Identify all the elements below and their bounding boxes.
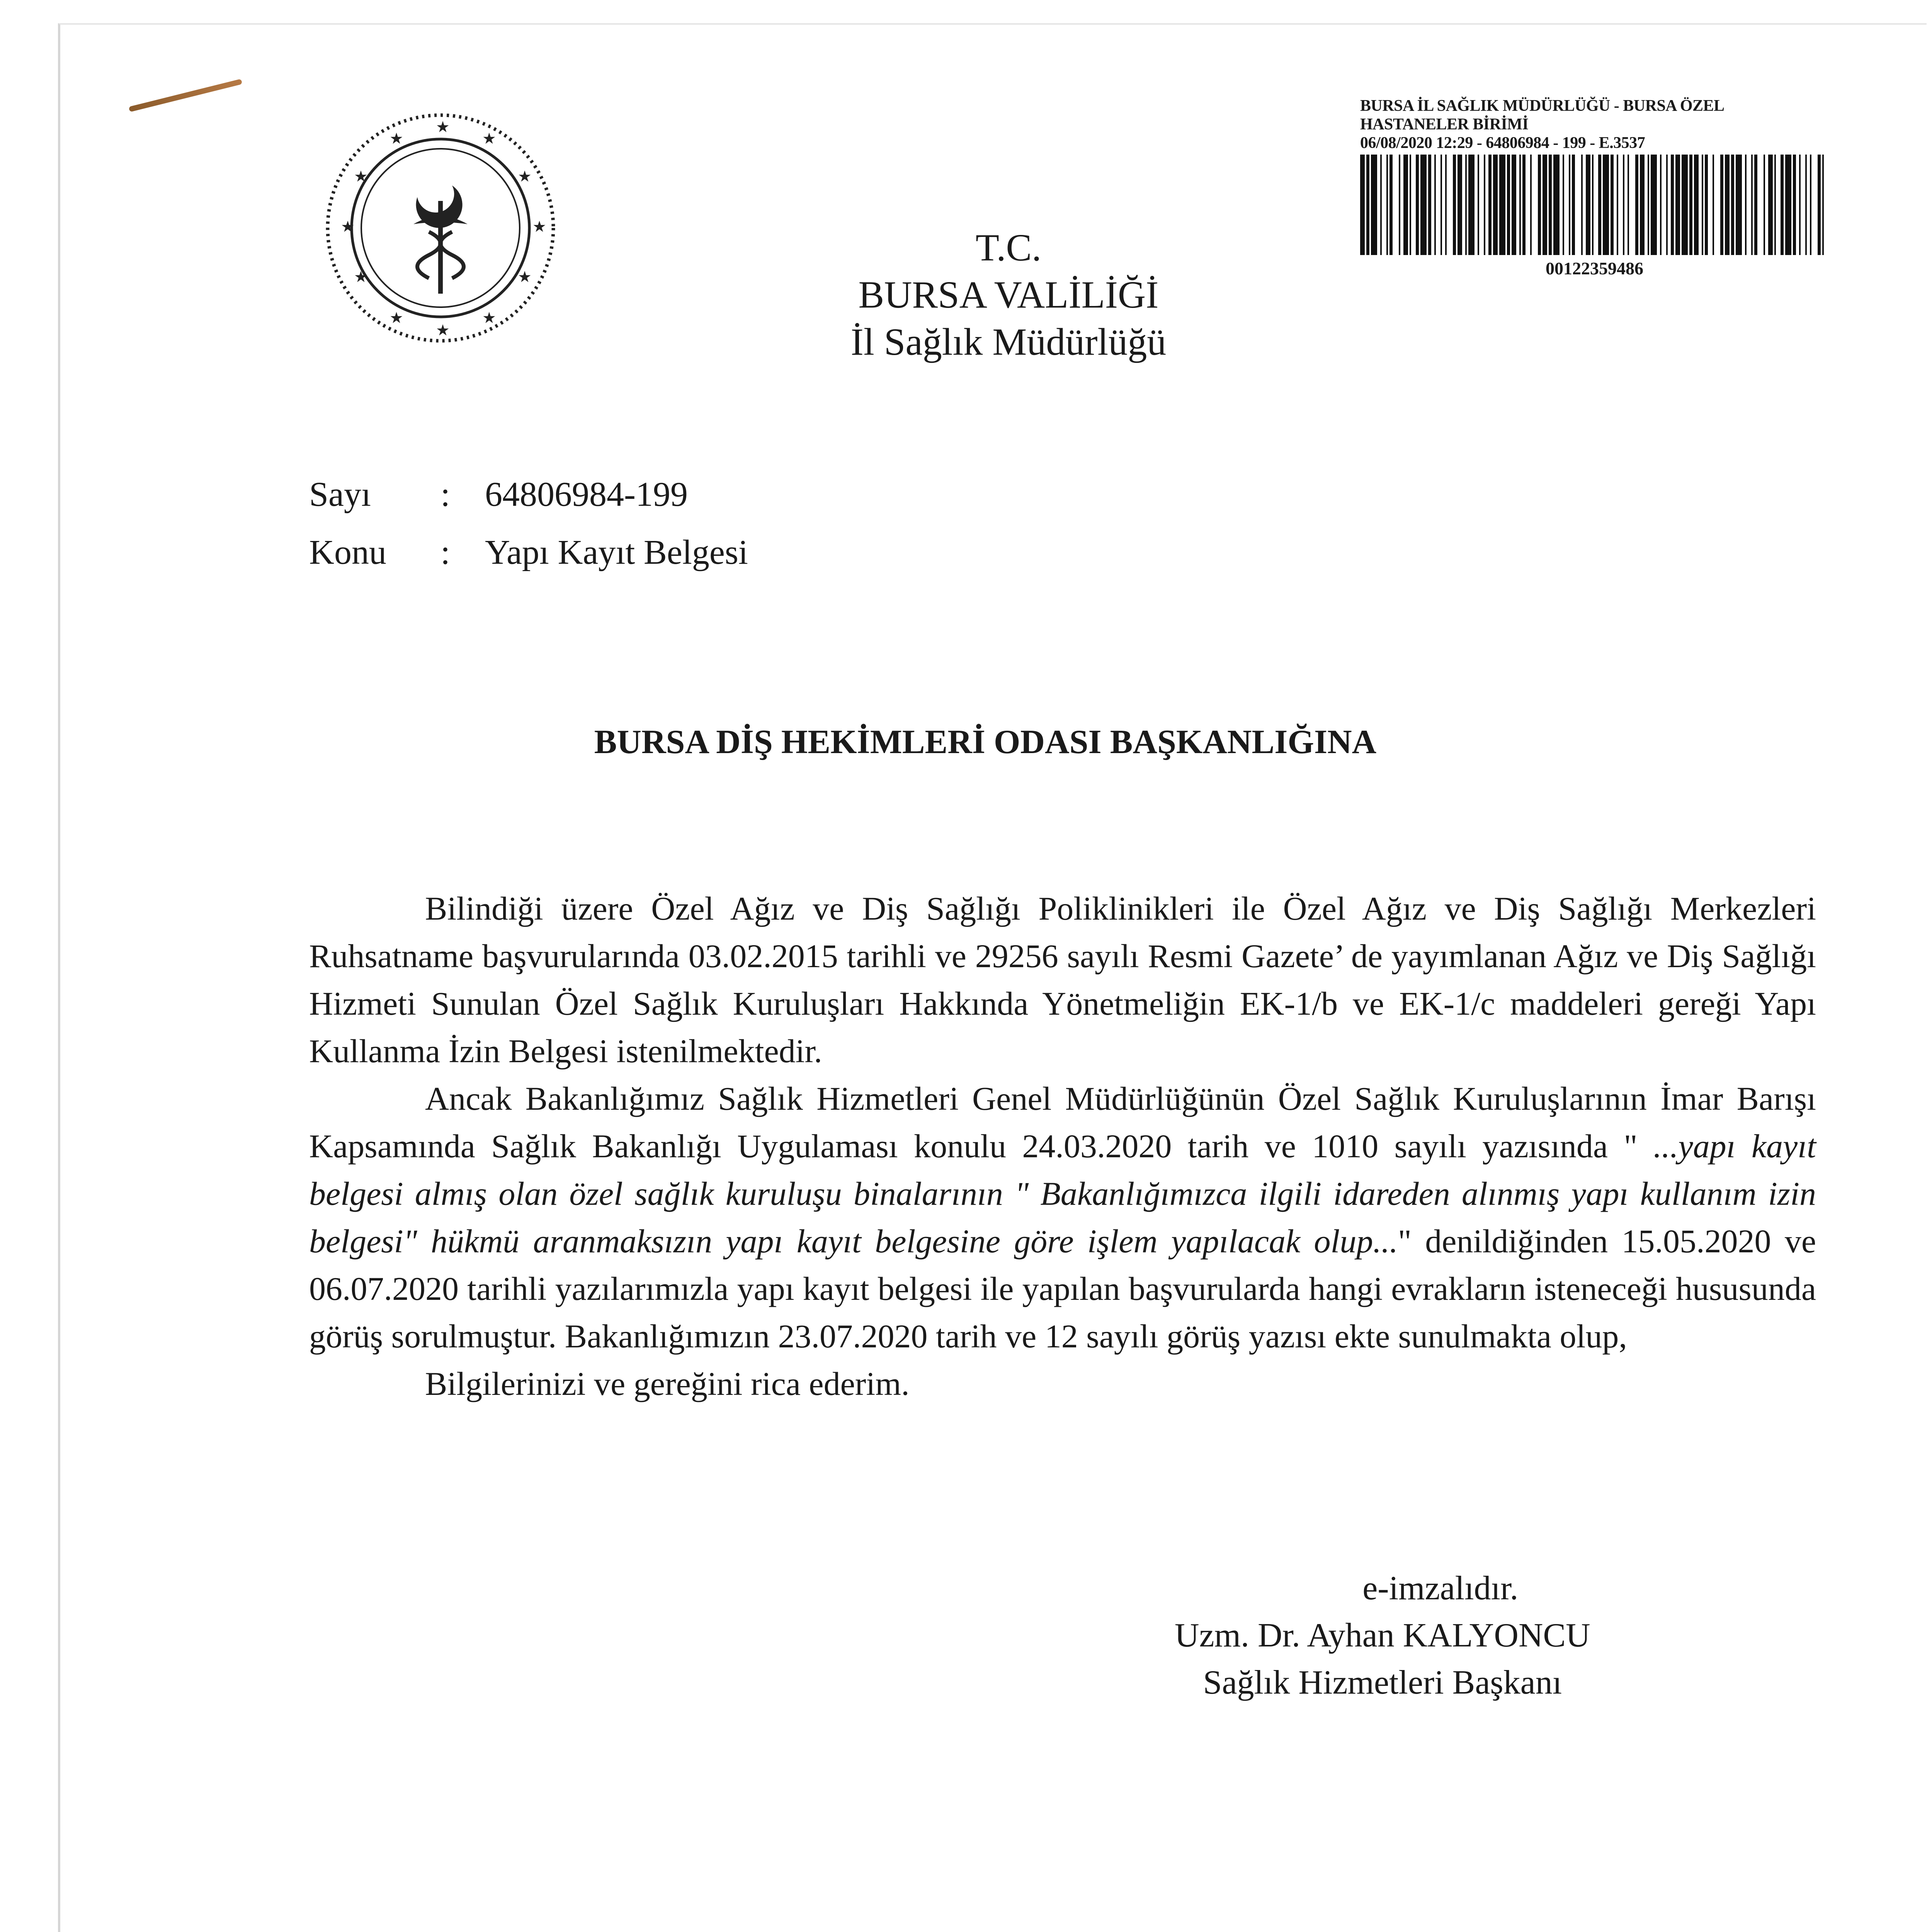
barcode-line-1: BURSA İL SAĞLIK MÜDÜRLÜĞÜ - BURSA ÖZEL xyxy=(1360,97,1725,115)
document-meta xyxy=(309,466,748,582)
meta-number-row xyxy=(309,466,748,524)
number-label: Sayı xyxy=(309,475,371,514)
body-p2-end: " denildiğinden 15.05.2020 ve 06.07.2020 tarihli yazılarımızla yapı kayıt belgesi ile yapılan başvurularda hangi evrakların isteneceği hususunda görüş sorulmuştur. Bakanlığımızın 23.07.2020 tarih ve 12 sayılı görüş yazısı ekte sunulmakta olup, xyxy=(309,1223,1816,1355)
body-paragraph-1: Bilindiği üzere Özel Ağız ve Diş Sağlığı Poliklinikleri ile Özel Ağız ve Diş Sağlığı Merkezleri Ruhsatname başvurularında 03.02.2015 tarihli ve 29256 sayılı Resmi Gazete’ de yayımlanan Ağız ve Diş Sağlığı Hizmeti Sunulan Özel Sağlık Kuruluşları Hakkında Yönetmeliğin EK-1/b ve EK-1/c maddeleri gereği Yapı Kullanma İzin Belgesi istenilmektedir. xyxy=(309,890,1816,1070)
svg-text:★: ★ xyxy=(436,118,450,136)
svg-text:★: ★ xyxy=(389,309,403,327)
svg-text:★: ★ xyxy=(354,268,368,286)
svg-text:★: ★ xyxy=(389,130,403,147)
body-p2-start: Ancak Bakanlığımız Sağlık Hizmetleri Genel Müdürlüğünün Özel Sağlık Kuruluşlarının İmar Barışı Kapsamında Sağlık Bakanlığı Uygulaması konulu 24.03.2020 tarih ve 1010 sayılı yazısında " xyxy=(309,1080,1816,1165)
body-paragraph-2 xyxy=(309,1075,1816,1360)
barcode-line-2: HASTANELER BİRİMİ xyxy=(1360,116,1529,133)
signature-block xyxy=(1175,1565,1590,1706)
barcode-number: 00122359486 xyxy=(1546,259,1643,278)
header-directorate: İl Sağlık Müdürlüğü xyxy=(850,320,1167,363)
meta-subject-row xyxy=(309,524,748,582)
signer-title: Sağlık Hizmetleri Başkanı xyxy=(1203,1664,1562,1701)
ministry-seal-logo xyxy=(321,108,560,348)
addressee-heading: BURSA DİŞ HEKİMLERİ ODASI BAŞKANLIĞINA xyxy=(594,723,1377,761)
number-value: 64806984-199 xyxy=(485,475,688,514)
svg-text:★: ★ xyxy=(482,309,496,327)
svg-text:★: ★ xyxy=(532,218,546,235)
svg-text:★: ★ xyxy=(518,268,532,286)
barcode-bars xyxy=(1360,155,1824,255)
svg-text:★: ★ xyxy=(354,168,368,185)
svg-text:★: ★ xyxy=(482,130,496,147)
e-signed-note: e-imzalıdır. xyxy=(1362,1570,1519,1607)
colon: : xyxy=(440,533,451,571)
body-paragraph-3: Bilgilerinizi ve gereğini rica ederim. xyxy=(425,1365,910,1402)
subject-label: Konu xyxy=(309,533,386,571)
colon: : xyxy=(440,475,451,514)
signer-name: Uzm. Dr. Ayhan KALYONCU xyxy=(1175,1617,1590,1654)
barcode-line-3: 06/08/2020 12:29 - 64806984 - 199 - E.3537 xyxy=(1360,134,1645,152)
header-governorship: BURSA VALİLİĞİ xyxy=(858,273,1159,316)
subject-value: Yapı Kayıt Belgesi xyxy=(485,533,748,571)
body-p2-quote: ...yapı kayıt belgesi almış olan özel sağlık kuruluşu binalarının " Bakanlığımızca ilgili idareden alınmış yapı kullanım izin belgesi" hükmü aranmaksızın yapı kayıt belgesine göre işlem yapılacak olup... xyxy=(309,1128,1816,1260)
svg-text:★: ★ xyxy=(436,321,450,339)
document-header xyxy=(835,224,1182,366)
header-tc: T.C. xyxy=(975,226,1042,269)
letter-body xyxy=(309,885,1816,1408)
svg-text:★: ★ xyxy=(341,218,355,235)
barcode-stamp xyxy=(1360,97,1870,279)
svg-text:★: ★ xyxy=(518,168,532,185)
